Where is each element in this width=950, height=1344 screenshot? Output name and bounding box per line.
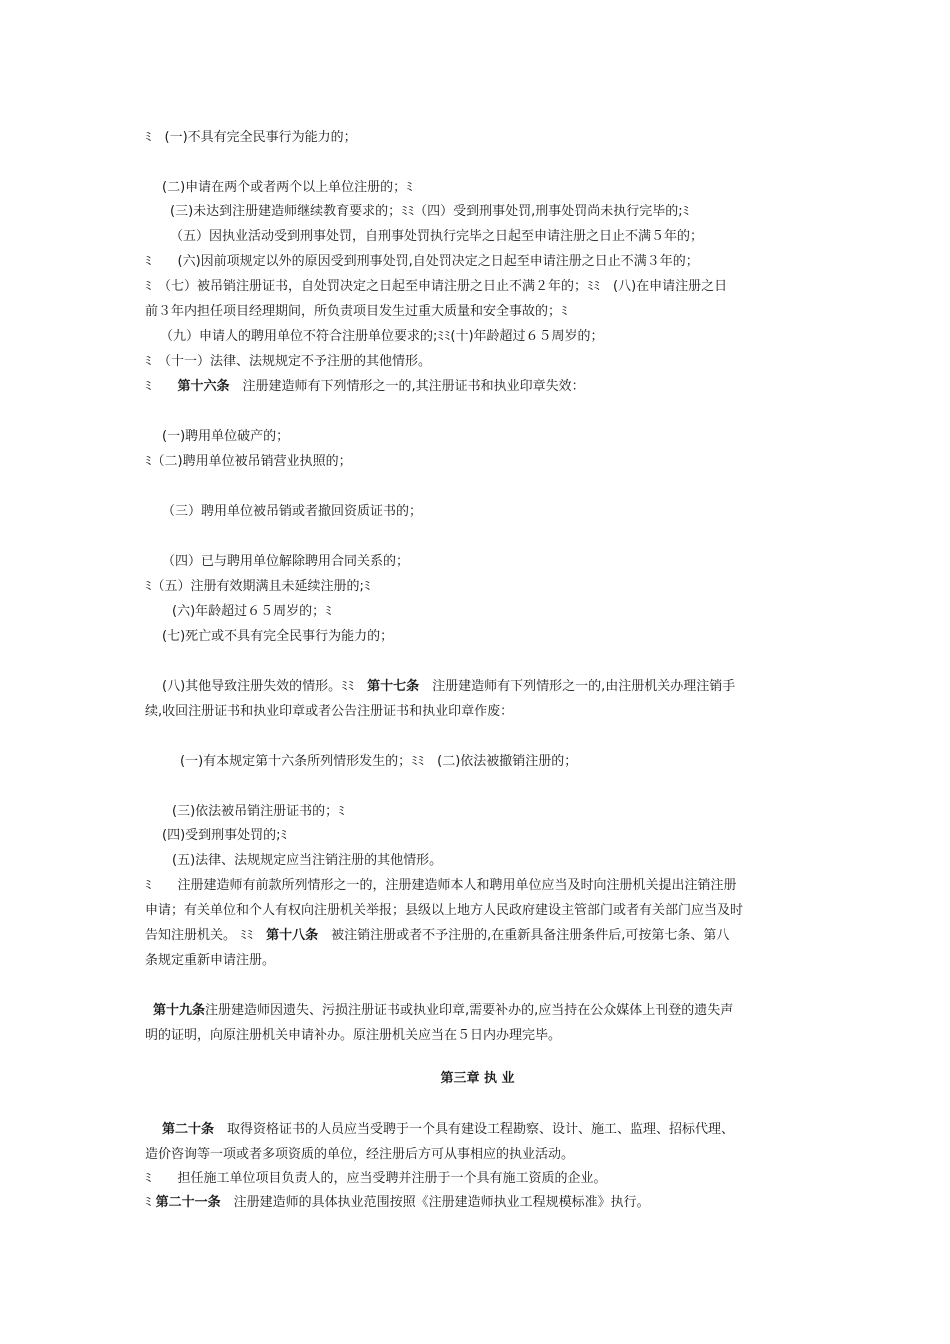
article-text: 被注销注册或者不予注册的,在重新具备注册条件后,可按第七条、第八 — [318, 928, 730, 943]
clause-line: （五）因执业活动受到刑事处罚，自刑事处罚执行完毕之日起至申请注册之日止不满５年的； — [170, 229, 704, 244]
clause-line: (三)未达到注册建造师继续教育要求的；ﾐﾐ（四）受到刑事处罚,刑事处罚尚未执行完毕的;ﾐ — [170, 204, 690, 219]
article-21 — [145, 1190, 810, 1215]
clause-line: （九）申请人的聘用单位不符合注册单位要求的;ﾐﾐ(十)年龄超过６５周岁的； — [160, 329, 604, 344]
clause-line: ﾐ （七）被吊销注册证书，自处罚决定之日起至申请注册之日止不满２年的；ﾐﾐ (八)在申请注册之日 — [145, 279, 728, 294]
clause-line: (五)法律、法规规定应当注销注册的其他情形。 — [172, 853, 443, 868]
article-17 — [162, 674, 827, 699]
clause-line: (一)聘用单位破产的； — [162, 429, 290, 444]
clause-line: ﾐ 担任施工单位项目负责人的，应当受聘并注册于一个具有施工资质的企业。 — [145, 1171, 607, 1186]
marker: ﾐ — [145, 379, 178, 394]
article-19 — [153, 998, 818, 1023]
clause-line: 续,收回注册证书和执业印章或者公告注册证书和执业印章作废： — [145, 704, 514, 719]
clause-line: 申请；有关单位和个人有权向注册机关举报；县级以上地方人民政府建设主管部门或者有关部门应当及时 — [145, 903, 744, 918]
marker: ﾐ — [145, 1195, 156, 1210]
article-title: 第十八条 — [266, 928, 319, 943]
article-16 — [145, 374, 810, 399]
article-title: 第十九条 — [153, 1003, 206, 1018]
clause-line: ﾐ（二)聘用单位被吊销营业执照的； — [145, 454, 352, 469]
clause-line: (六)年龄超过６５周岁的；ﾐ — [172, 604, 332, 619]
article-text: 注册建造师因遗失、污损注册证书或执业印章,需要补办的,应当持在公众媒体上刊登的遗失声 — [205, 1003, 734, 1018]
article-title: 第十六条 — [177, 379, 230, 394]
clause-line: ﾐ (六)因前项规定以外的原因受到刑事处罚,自处罚决定之日起至申请注册之日止不满３年的； — [145, 254, 699, 269]
clause-line: ﾐ（五）注册有效期满且未延续注册的;ﾐ — [145, 579, 371, 594]
article-title: 第十七条 — [367, 679, 420, 694]
article-18 — [145, 923, 810, 948]
clause-line: ﾐ （十一）法律、法规规定不予注册的其他情形。 — [145, 354, 432, 369]
clause-line: 条规定重新申请注册。 — [145, 953, 276, 968]
clause-line: (四)受到刑事处罚的;ﾐ — [162, 828, 288, 843]
article-pre: (八)其他导致注册失效的情形。ﾐﾐ — [162, 679, 368, 694]
article-text: 取得资格证书的人员应当受聘于一个具有建设工程勘察、设计、施工、监理、招标代理、 — [214, 1122, 735, 1137]
clause-line: 明的证明，向原注册机关申请补办。原注册机关应当在５日内办理完毕。 — [145, 1028, 562, 1043]
article-pre: 告知注册机关。 ﾐﾐ — [145, 928, 267, 943]
clause-line: (二)申请在两个或者两个以上单位注册的；ﾐ — [162, 180, 413, 195]
article-text: 注册建造师有下列情形之一的,由注册机关办理注销手 — [419, 679, 736, 694]
clause-line: 前３年内担任项目经理期间，所负责项目发生过重大质量和安全事故的；ﾐ — [145, 304, 568, 319]
article-title: 第二十一条 — [155, 1195, 221, 1210]
clause-line: (三)依法被吊销注册证书的；ﾐ — [172, 804, 345, 819]
clause-line: 造价咨询等一项或者多项资质的单位，经注册后方可从事相应的执业活动。 — [145, 1147, 575, 1162]
clause-line: ﾐ (一)不具有完全民事行为能力的； — [145, 130, 357, 145]
clause-line: (七)死亡或不具有完全民事行为能力的； — [162, 629, 394, 644]
clause-line: （三）聘用单位被吊销或者撤回资质证书的； — [162, 504, 423, 519]
clause-line: （四）已与聘用单位解除聘用合同关系的； — [162, 554, 410, 569]
article-20 — [162, 1117, 827, 1142]
article-text: 注册建造师的具体执业范围按照《注册建造师执业工程规模标准》执行。 — [220, 1195, 650, 1210]
chapter-heading: 第三章 执 业 — [440, 1071, 515, 1086]
article-title: 第二十条 — [162, 1122, 215, 1137]
article-text: 注册建造师有下列情形之一的,其注册证书和执业印章失效： — [229, 379, 585, 394]
clause-line: ﾐ 注册建造师有前款所列情形之一的，注册建造师本人和聘用单位应当及时向注册机关提出注销注册 — [145, 878, 737, 893]
clause-line: (一)有本规定第十六条所列情形发生的；ﾐﾐ (二)依法被撤销注册的； — [180, 754, 578, 769]
